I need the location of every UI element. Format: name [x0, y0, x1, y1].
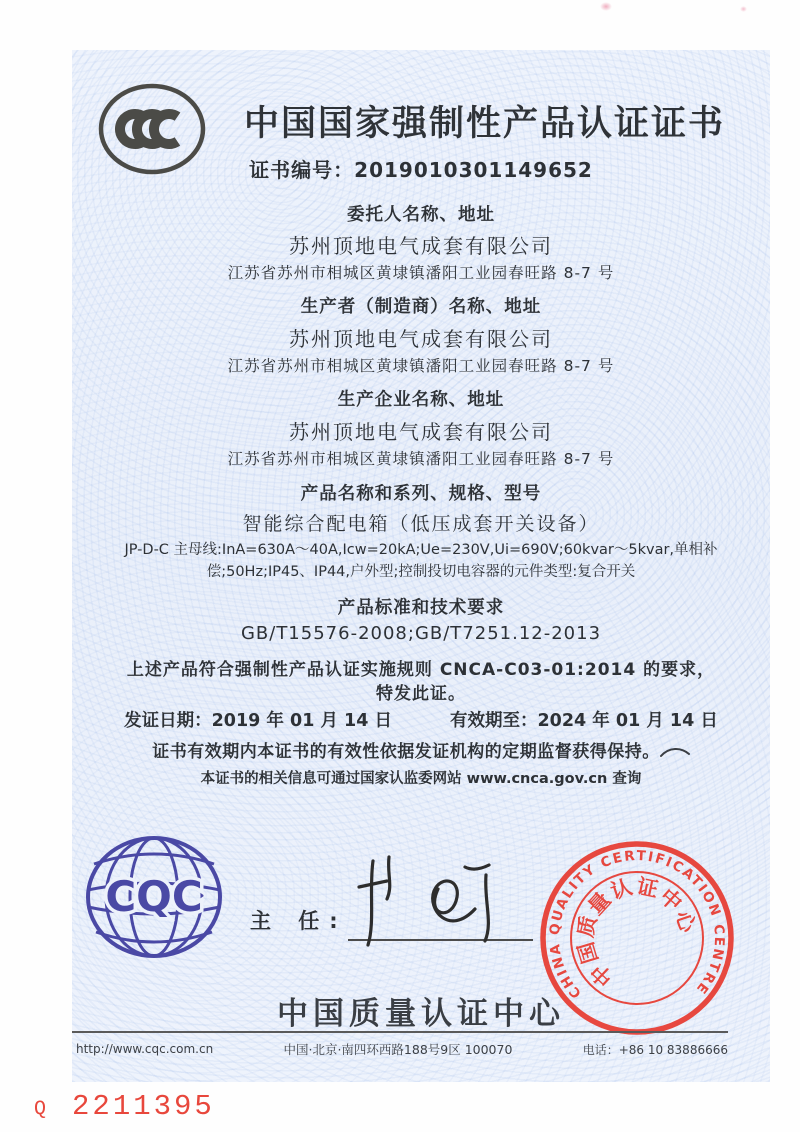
issue-date: 发证日期：2019 年 01 月 14 日 — [124, 711, 392, 731]
cqc-logo-text: CQC — [105, 872, 203, 921]
product-spec-text: JP-D-C 主母线:InA=630A～40A,Icw=20kA;Ue=230V,Ui=690V;60kvar～5kvar,单相补偿;50Hz;IP45、IP44,户外型;控制投切电容器的元件类型:复合开关 — [124, 542, 718, 580]
applicant-heading: 委托人名称、地址 — [347, 205, 495, 225]
issuing-org-name: 中国质量认证中心 — [277, 996, 565, 1032]
conformity-statement-line1: 上述产品符合强制性产品认证实施规则 CNCA-C03-01:2014 的要求， — [126, 660, 716, 680]
factory-heading: 生产企业名称、地址 — [337, 390, 505, 410]
director-signature — [343, 847, 543, 957]
applicant-address: 江苏省苏州市相城区黄埭镇潘阳工业园春旺路 8-7 号 — [227, 264, 615, 282]
certificate-page — [72, 50, 770, 1082]
footer-address: 中国·北京·南四环西路188号9区 100070 — [283, 1042, 513, 1057]
factory-address: 江苏省苏州市相城区黄埭镇潘阳工业园春旺路 8-7 号 — [227, 450, 615, 468]
signature-area — [72, 785, 770, 1002]
footer — [76, 1040, 728, 1058]
serial-prefix: Q — [34, 1098, 47, 1121]
footer-website: http://www.cqc.com.cn — [76, 1042, 214, 1056]
standards-heading: 产品标准和技术要求 — [337, 598, 505, 618]
cqc-logo-icon — [80, 831, 228, 971]
info-note: 本证书的相关信息可通过国家认监委网站 www.cnca.gov.cn 查询 — [200, 771, 642, 787]
manufacturer-name: 苏州顶地电气成套有限公司 — [289, 327, 553, 351]
conformity-statement-line2: 特发此证。 — [376, 684, 466, 704]
seal-chinese-text: 中国质量认证中心 — [573, 874, 701, 991]
validity-note — [72, 737, 770, 762]
pen-swoosh — [660, 745, 690, 759]
signature-line — [348, 881, 533, 941]
product-name: 智能综合配电箱（低压成套开关设备） — [242, 513, 600, 535]
serial-number — [34, 1090, 215, 1123]
footer-divider — [72, 1031, 728, 1033]
factory-name: 苏州顶地电气成套有限公司 — [289, 420, 553, 444]
product-heading: 产品名称和系列、规格、型号 — [300, 484, 542, 504]
footer-phone: 电话：+86 10 83886666 — [582, 1042, 728, 1057]
standards-value: GB/T15576-2008;GB/T7251.12-2013 — [240, 623, 602, 644]
validity-note-text: 证书有效期内本证书的有效性依据发证机构的定期监督获得保持。 — [152, 742, 660, 762]
seal-english-text: CHINA QUALITY CERTIFICATION CENTRE — [546, 847, 728, 1002]
serial-digits: 2211395 — [72, 1090, 215, 1123]
manufacturer-heading: 生产者（制造商）名称、地址 — [300, 297, 542, 317]
expiry-date: 有效期至：2024 年 01 月 14 日 — [450, 711, 718, 731]
ink-speck — [740, 6, 747, 12]
dates-row — [72, 707, 770, 732]
manufacturer-address: 江苏省苏州市相城区黄埭镇潘阳工业园春旺路 8-7 号 — [227, 357, 615, 375]
product-spec — [72, 539, 770, 583]
director-signature-block — [250, 881, 533, 941]
ink-speck — [600, 2, 612, 11]
certificate-number: 证书编号：2019010301149652 — [249, 158, 593, 182]
director-label: 主 任: — [250, 909, 348, 933]
applicant-name: 苏州顶地电气成套有限公司 — [289, 234, 553, 258]
certificate-title: 中国国家强制性产品认证证书 — [243, 104, 725, 144]
